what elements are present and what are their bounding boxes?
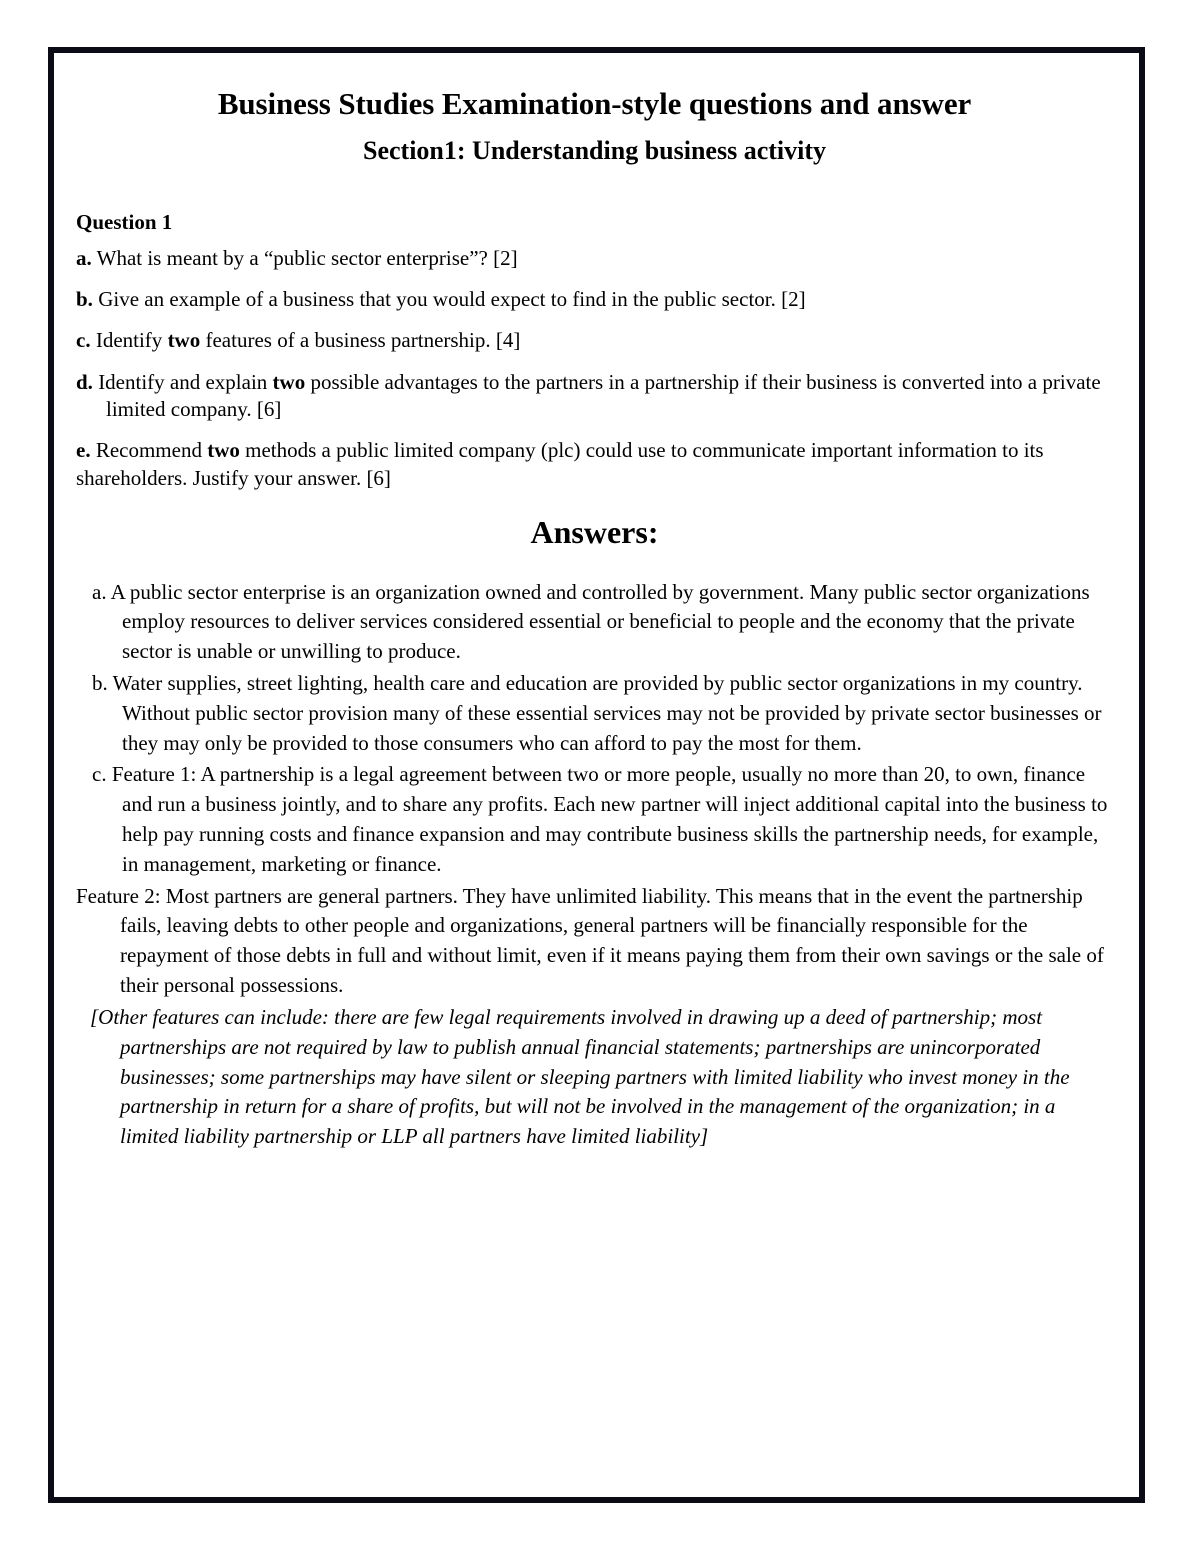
answer-text-a: A public sector enterprise is an organization owned and controlled by government. Many public sector organizations employ resources to deliver services considered essential or beneficial to people and the economy that the private sector is unable or unwilling to produce. [106, 579, 1090, 664]
question-emphasis-c: two [167, 328, 201, 353]
question-item-b [76, 286, 1113, 313]
answer-text-c: Feature 1: A partnership is a legal agreement between two or more people, usually no more than 20, to own, finance and run a business jointly, and to share any profits. Each new partner will inject additional capital into the business to help pay running costs and finance expansion and may contribute business skills the partnership needs, for example, in management, marketing or finance. [106, 762, 1108, 876]
answer-marker-a: a. [92, 579, 107, 604]
question-text-d-after: possible advantages to the partners in a partnership if their business is converted into a private limited company. [6] [106, 369, 1101, 422]
page-title: Business Studies Examination-style questions and answer [217, 86, 972, 121]
answers-heading: Answers: [530, 513, 659, 550]
question-item-d [76, 369, 1113, 424]
question-text-e-before: Recommend [90, 438, 208, 463]
answer-item-a [76, 578, 1113, 667]
answer-item-b [76, 669, 1113, 758]
question-text-a: What is meant by a “public sector enterprise”? [2] [91, 245, 518, 270]
answer-list [76, 578, 1113, 1001]
question-marker-c: c. [76, 328, 91, 353]
document-content [54, 53, 1139, 1497]
question-text-e-after: methods a public limited company (plc) could use to communicate important information to its shareholders. Justify your answer. [6] [76, 438, 1044, 490]
document-page-border [48, 47, 1145, 1503]
question-heading: Question 1 [76, 209, 173, 234]
answer-text-feature-2: Feature 2: Most partners are general partners. They have unlimited liability. This means that in the event the partnership fails, leaving debts to other people and organizations, general partners will be financially responsible for the repayment of those debts in full and without limit, even if it means paying them from their own savings or the sale of their personal possessions. [76, 883, 1104, 998]
question-marker-e: e. [76, 438, 91, 463]
answer-item-feature-2 [76, 882, 1113, 1001]
question-emphasis-e: two [207, 438, 240, 463]
question-text-b: Give an example of a business that you would expect to find in the public sector. [2] [92, 287, 806, 312]
question-item-c [76, 327, 1113, 354]
question-text-c-after: features of a business partnership. [4] [200, 328, 521, 353]
question-emphasis-d: two [272, 369, 306, 394]
answer-text-b: Water supplies, street lighting, health care and education are provided by public sector organizations in my country. Without public sector provision many of these essential services may not be provided by private sector businesses or they may only be provided to those consumers who can afford to pay the most for them. [107, 670, 1102, 755]
question-item-e [76, 437, 1113, 492]
question-item-a [76, 245, 1113, 272]
answer-marker-b: b. [92, 670, 108, 695]
question-marker-a: a. [76, 245, 92, 270]
answer-note-other-features: [Other features can include: there are few legal requirements involved in drawing up a deed of partnership; most partnerships are not required by law to publish annual financial statements; partnerships are unincorporated businesses; some partnerships may have silent or sleeping partners with limited liability who invest money in the partnership in return for a share of profits, but will not be involved in the management of the organization; in a limited liability partnership or LLP all partners have limited liability] [90, 1004, 1070, 1149]
answer-item-c [76, 760, 1113, 879]
question-list [76, 245, 1113, 492]
question-marker-d: d. [76, 369, 93, 394]
answer-marker-c: c. [92, 762, 107, 787]
page-subtitle: Section1: Understanding business activity [363, 136, 826, 166]
question-text-d-before: Identify and explain [92, 369, 273, 394]
question-marker-b: b. [76, 287, 93, 312]
question-text-c-before: Identify [90, 328, 168, 353]
